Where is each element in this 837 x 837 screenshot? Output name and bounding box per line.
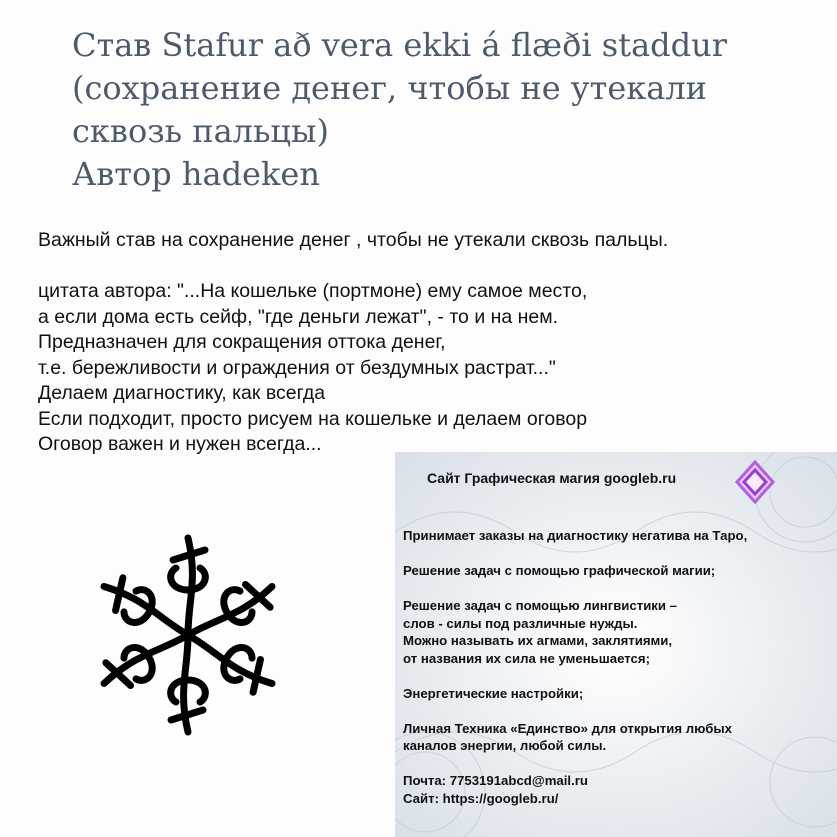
- description-line: Делаем диагностику, как всегда: [38, 382, 326, 404]
- description-line: Если подходит, просто рисуем на кошельке и делаем оговор: [38, 407, 588, 430]
- ad-line: слов - силы под различные нужды.: [403, 615, 638, 631]
- ad-site: Сайт: https://googleb.ru/: [403, 790, 559, 806]
- stave-rune-icon: [58, 510, 318, 760]
- description-line: а если дома есть сейф, "где деньги лежат", - то и на нем.: [38, 305, 559, 328]
- title-line: (сохранение денег, чтобы не утекали: [72, 69, 707, 107]
- ad-line: Личная Техника «Единство» для открытия любых: [403, 720, 732, 736]
- ad-line: [403, 545, 837, 563]
- ad-line: [403, 755, 837, 773]
- ad-line: каналов энергии, любой силы.: [403, 738, 607, 753]
- ad-line: Можно называть их агмами, заклятиями,: [403, 633, 673, 648]
- advertisement-panel: [395, 452, 837, 837]
- description-line: Оговор важен и нужен всегда...: [38, 433, 322, 455]
- description-line: [38, 254, 828, 280]
- ad-line: [403, 702, 837, 720]
- ad-line: от названия их сила не уменьшается;: [403, 650, 650, 666]
- title-line: Став Stafur að vera ekki á flæði staddur: [72, 26, 728, 64]
- ad-line: [403, 667, 837, 685]
- description-line: Предназначен для сокращения оттока денег,: [38, 331, 446, 353]
- page-title: [72, 24, 812, 196]
- ad-line: Принимает заказы на диагностику негатива на Таро,: [403, 528, 748, 543]
- description-line: т.е. бережливости и ограждения от бездумных растрат...": [38, 356, 556, 379]
- ad-line: Энергетические настройки;: [403, 685, 584, 701]
- ad-line: [403, 580, 837, 598]
- description-line: Важный став на сохранение денег , чтобы не утекали сквозь пальцы.: [38, 229, 669, 251]
- title-line: сквозь пальцы): [72, 112, 329, 150]
- ad-line: Решение задач с помощью графической магии;: [403, 563, 716, 578]
- ad-title: Сайт Графическая магия googleb.ru: [427, 470, 677, 486]
- ad-services-list: [403, 527, 837, 807]
- description-text: [38, 228, 828, 458]
- title-author: Автор hadeken: [72, 155, 320, 193]
- ad-email: Почта: 7753191abcd@mail.ru: [403, 773, 588, 788]
- purple-diamond-icon: [733, 460, 777, 504]
- ad-line: Решение задач с помощью лингвистики –: [403, 598, 678, 613]
- description-line: цитата автора: "...На кошельке (портмоне) ему самое место,: [38, 280, 588, 302]
